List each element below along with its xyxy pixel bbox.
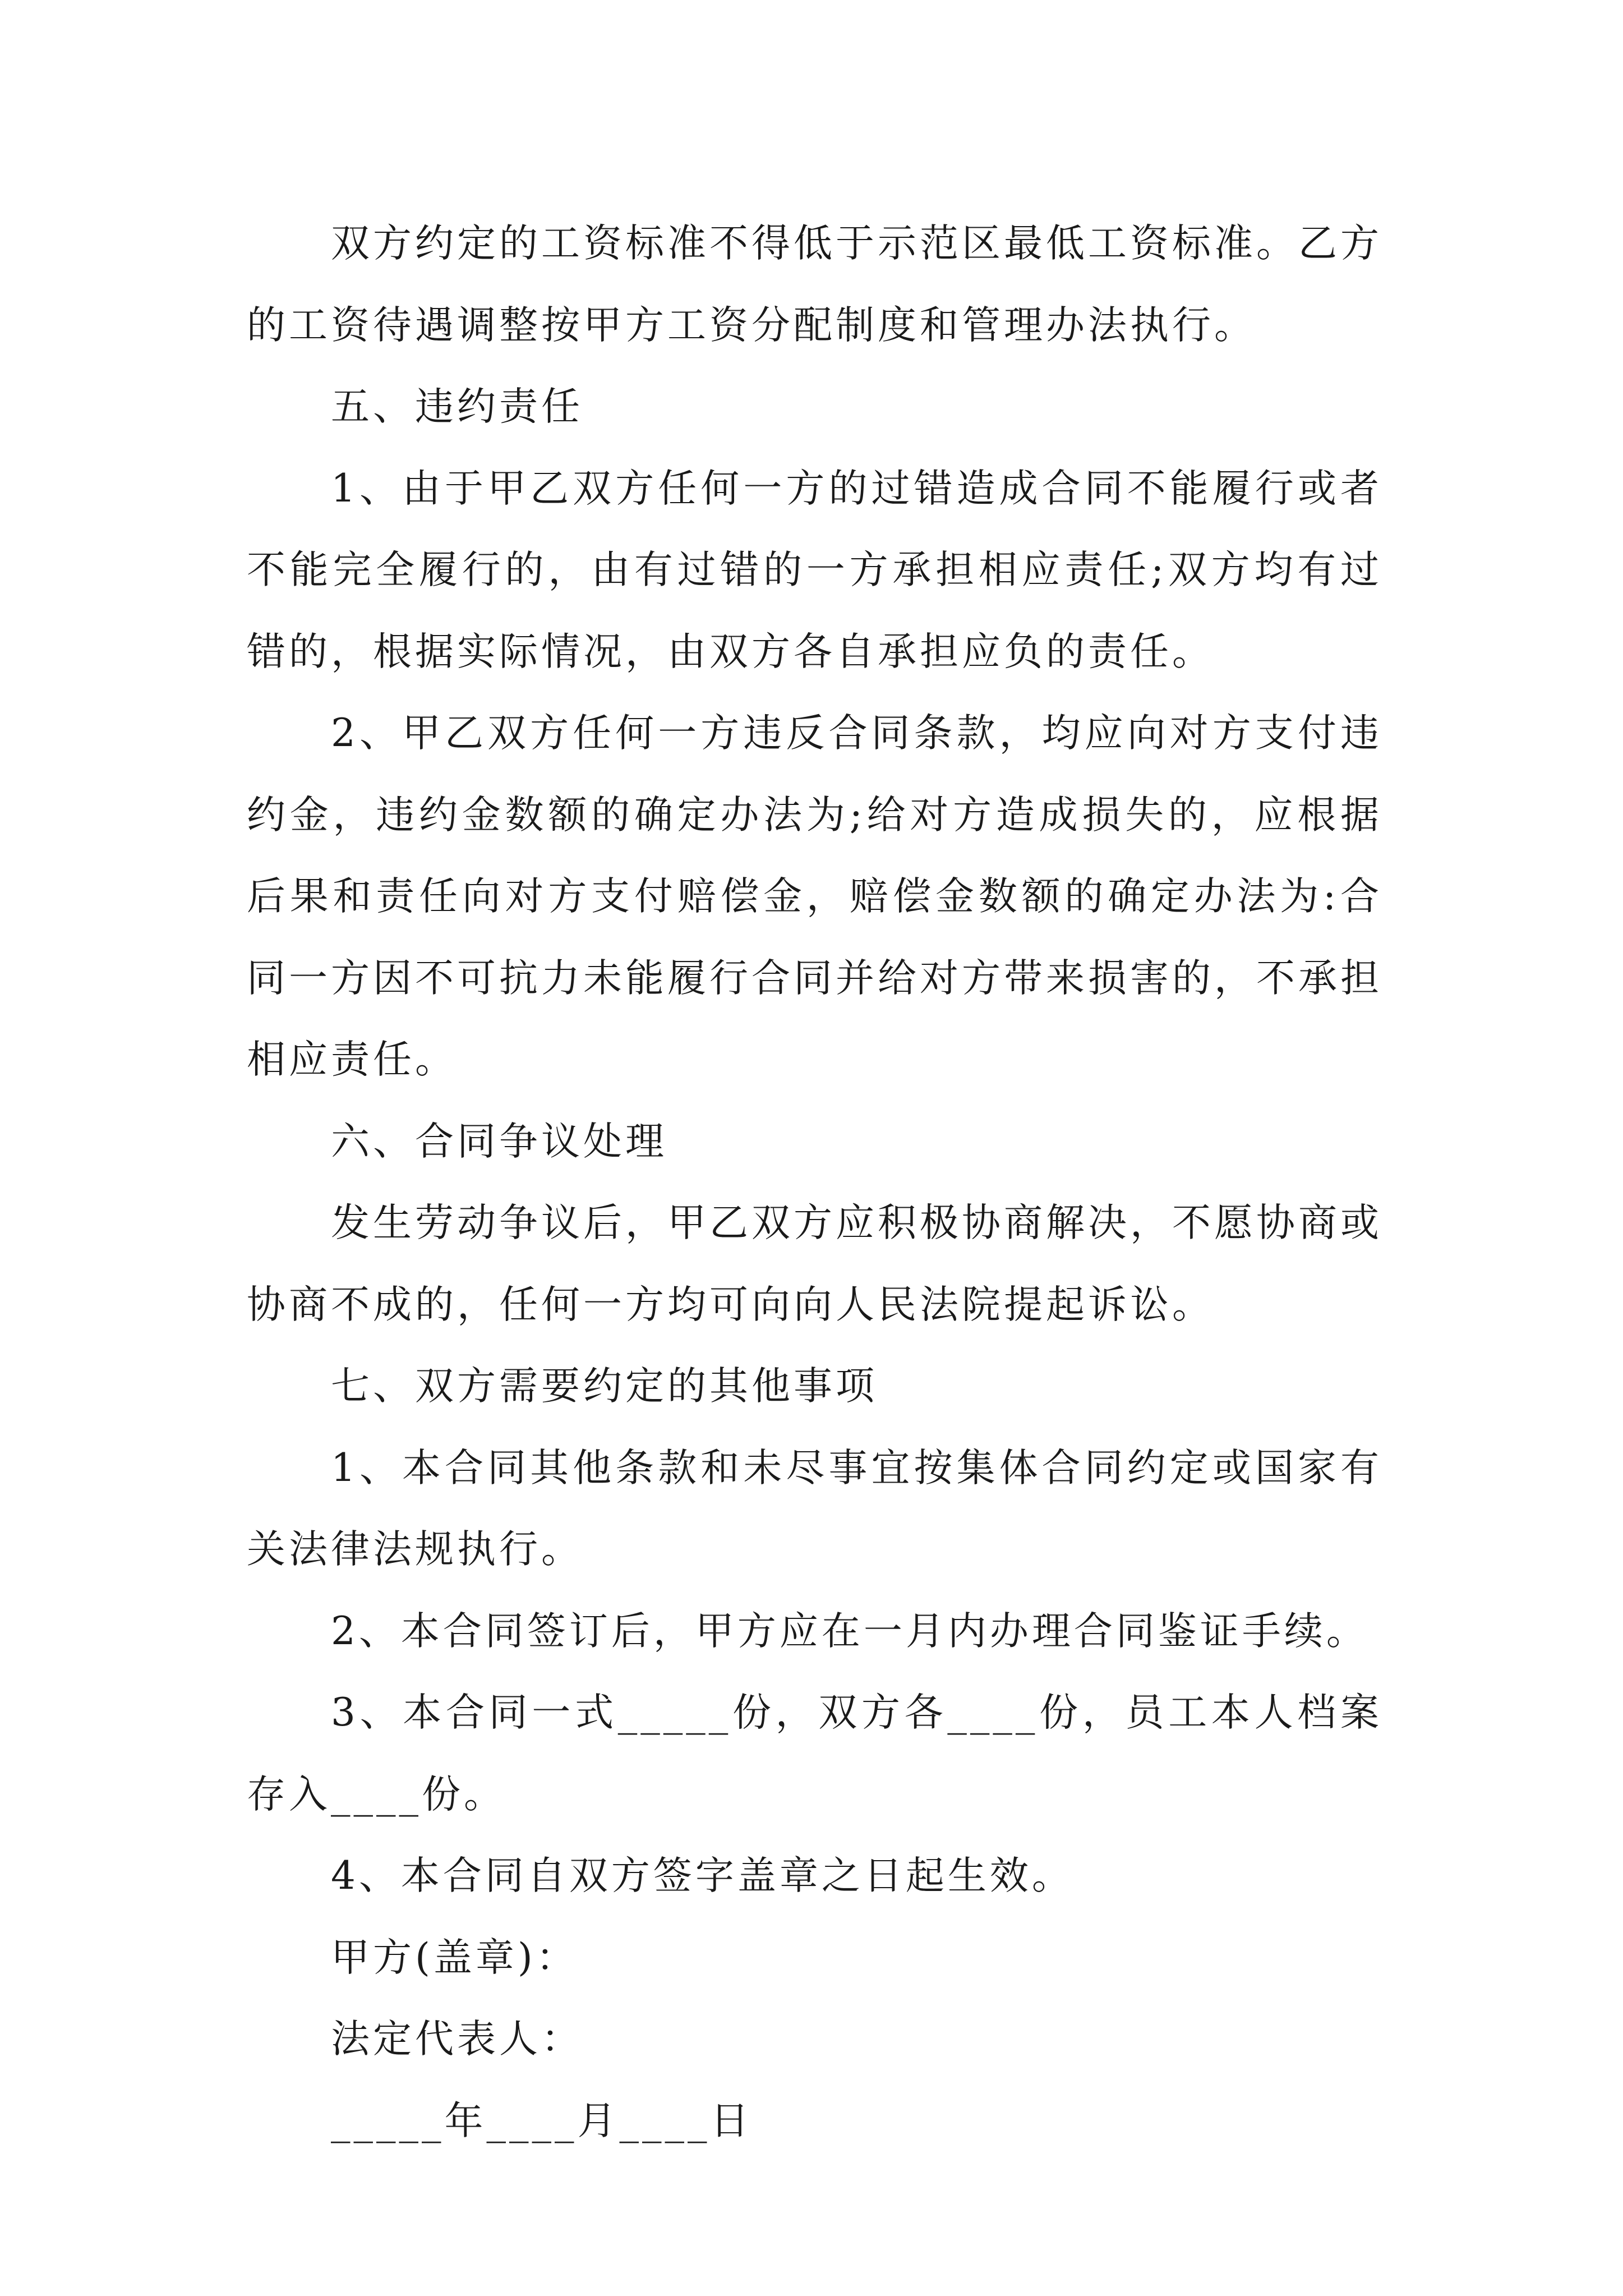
- party-a-seal-line: 甲方(盖章)：: [331, 1935, 578, 1980]
- paragraph-other-clause-4: 4、本合同自双方签字盖章之日起生效。: [331, 1853, 1074, 1898]
- paragraph-other-clause-3: 3、本合同一式_____份，双方各____份，员工本人档案存入____份。: [247, 1690, 1382, 1817]
- date-line: _____年____月____日: [331, 2098, 753, 2143]
- paragraph-other-clause-2: 2、本合同签订后，甲方应在一月内办理合同鉴证手续。: [331, 1608, 1368, 1654]
- document-body: [247, 203, 1382, 2162]
- paragraph-dispute: 发生劳动争议后，甲乙双方应积极协商解决，不愿协商或协商不成的，任何一方均可向向人民法院提起诉讼。: [247, 1200, 1382, 1327]
- paragraph-breach-clause-2: 2、甲乙双方任何一方违反合同条款，均应向对方支付违约金，违约金数额的确定办法为;给对方造成损失的，应根据后果和责任向对方支付赔偿金，赔偿金数额的确定办法为:合同一方因不可抗力未能履行合同并给对方带来损害的，不承担相应责任。: [247, 711, 1382, 1082]
- paragraph-other-clause-1: 1、本合同其他条款和未尽事宜按集体合同约定或国家有关法律法规执行。: [247, 1445, 1382, 1572]
- paragraph-wage-standard: 双方约定的工资标准不得低于示范区最低工资标准。乙方的工资待遇调整按甲方工资分配制度和管理办法执行。: [247, 221, 1382, 348]
- heading-breach-liability: 五、违约责任: [331, 384, 583, 429]
- paragraph-breach-clause-1: 1、由于甲乙双方任何一方的过错造成合同不能履行或者不能完全履行的，由有过错的一方承担相应责任;双方均有过错的，根据实际情况，由双方各自承担应负的责任。: [247, 466, 1382, 674]
- legal-representative-line: 法定代表人：: [331, 2017, 583, 2062]
- heading-dispute-resolution: 六、合同争议处理: [331, 1119, 667, 1164]
- heading-other-matters: 七、双方需要约定的其他事项: [331, 1364, 878, 1409]
